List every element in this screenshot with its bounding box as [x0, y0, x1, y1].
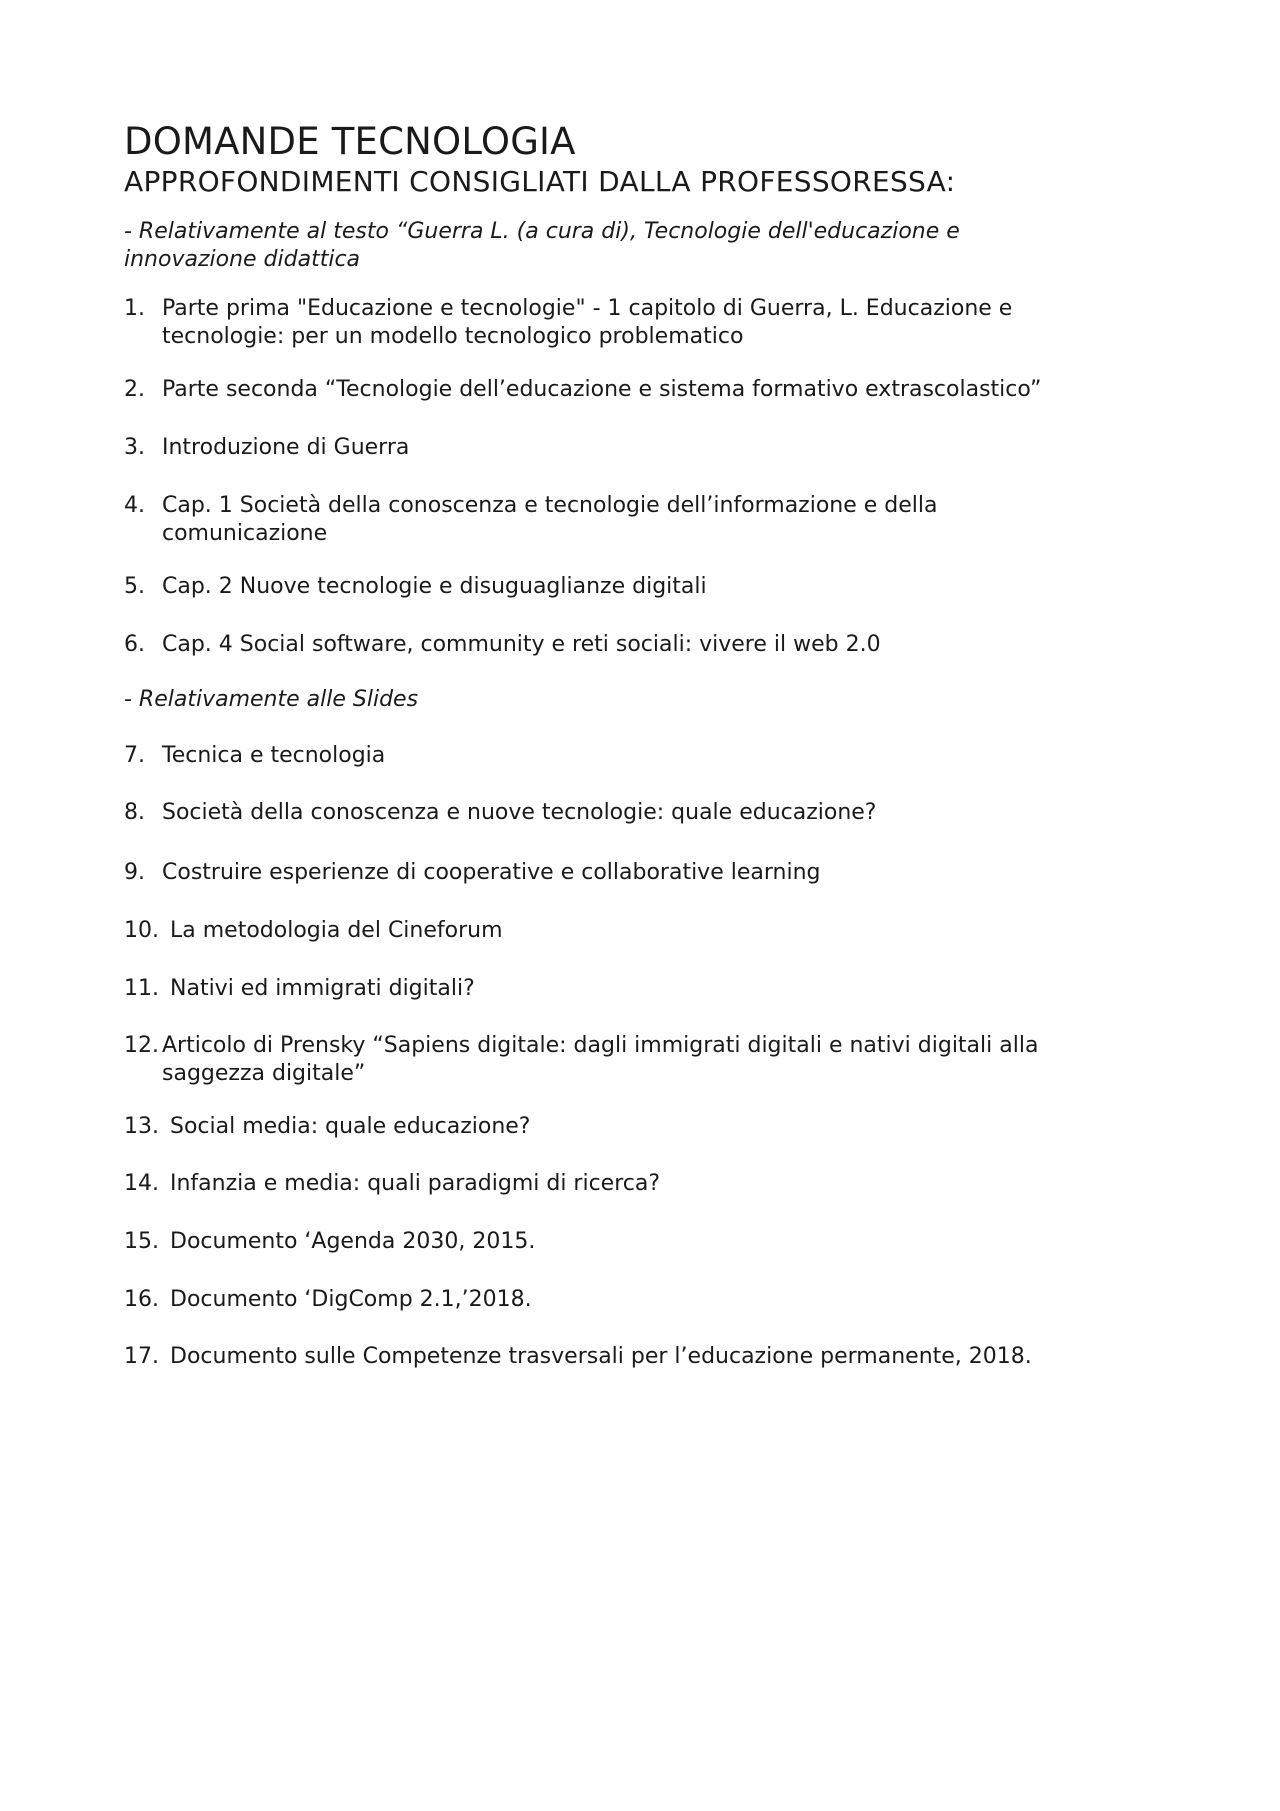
list-item-text: Parte seconda “Tecnologie dell’educazione e sistema formativo extrascolastico” [162, 377, 1042, 402]
list-item-line: Cap. 1 Società della conoscenza e tecnologie dell’informazione e della [162, 493, 938, 518]
list-item-number: 5. [124, 574, 145, 599]
section-intro-line: - Relativamente al testo “Guerra L. (a cura di), Tecnologie dell'educazione e [124, 219, 960, 244]
list-item-number: 17. [124, 1344, 159, 1369]
list-item-number: 7. [124, 743, 145, 768]
document-subtitle: APPROFONDIMENTI CONSIGLIATI DALLA PROFESSORESSA: [124, 165, 956, 198]
list-item-line: Articolo di Prensky “Sapiens digitale: dagli immigrati digitali e nativi digitali alla [162, 1033, 1039, 1058]
list-item-number: 16. [124, 1287, 159, 1312]
list-item-text: Nativi ed immigrati digitali? [170, 976, 475, 1001]
list-item [124, 631, 1164, 659]
list-item-line: comunicazione [162, 521, 328, 546]
list-item [124, 1032, 1164, 1088]
list-item-number: 15. [124, 1229, 159, 1254]
list-item-line: Parte prima "Educazione e tecnologie" - 1 capitolo di Guerra, L. Educazione e [162, 296, 1013, 321]
list-item-line: tecnologie: per un modello tecnologico problematico [162, 324, 744, 349]
list-item [124, 1286, 1164, 1314]
list-item-text [162, 1032, 1164, 1088]
list-item [124, 376, 1164, 404]
list-item-line: saggezza digitale” [162, 1061, 366, 1086]
document-page [124, 120, 1164, 1371]
list-item [124, 975, 1164, 1003]
list-item-text: Cap. 2 Nuove tecnologie e disuguaglianze digitali [162, 574, 707, 599]
list-item-number: 9. [124, 860, 145, 885]
list-item-text [162, 295, 1164, 351]
document-title: DOMANDE TECNOLOGIA [124, 120, 576, 163]
list-item [124, 1343, 1164, 1371]
list-item-text: Infanzia e media: quali paradigmi di ricerca? [170, 1171, 661, 1196]
list-item-text: Documento sulle Competenze trasversali per l’educazione permanente, 2018. [170, 1344, 1032, 1369]
list-item-text: Social media: quale educazione? [170, 1114, 531, 1139]
list-item [124, 295, 1164, 351]
list-item [124, 492, 1164, 548]
list-item-text: Cap. 4 Social software, community e reti sociali: vivere il web 2.0 [162, 632, 881, 657]
list-item [124, 742, 1164, 770]
list-item [124, 1170, 1164, 1198]
list-item-text [162, 492, 1164, 548]
list-item-number: 14. [124, 1171, 159, 1196]
section-intro-text: - Relativamente alle Slides [124, 687, 419, 712]
list-item-number: 1. [124, 296, 145, 321]
list-item-number: 13. [124, 1114, 159, 1139]
list-item-text: Documento ‘Agenda 2030, 2015. [170, 1229, 536, 1254]
list-item-text: Introduzione di Guerra [162, 435, 410, 460]
section-intro-line: innovazione didattica [124, 247, 361, 272]
list-item [124, 434, 1164, 462]
list-item-number: 2. [124, 377, 145, 402]
list-item-text: La metodologia del Cineforum [170, 918, 503, 943]
section-intro-text [124, 218, 1164, 274]
list-item-number: 6. [124, 632, 145, 657]
list-item-text: Società della conoscenza e nuove tecnologie: quale educazione? [162, 800, 877, 825]
list-item [124, 917, 1164, 945]
list-item-number: 8. [124, 800, 145, 825]
list-item-number: 10. [124, 918, 159, 943]
list-item [124, 1228, 1164, 1256]
list-item-number: 4. [124, 493, 145, 518]
list-item-number: 11. [124, 976, 159, 1001]
list-item [124, 859, 1164, 887]
list-item-text: Costruire esperienze di cooperative e collaborative learning [162, 860, 821, 885]
list-item-number: 12. [124, 1033, 159, 1058]
list-item [124, 573, 1164, 601]
list-item [124, 799, 1164, 827]
list-item-text: Tecnica e tecnologia [162, 743, 386, 768]
list-item-number: 3. [124, 435, 145, 460]
list-item-text: Documento ‘DigComp 2.1,’2018. [170, 1287, 532, 1312]
list-item [124, 1113, 1164, 1141]
